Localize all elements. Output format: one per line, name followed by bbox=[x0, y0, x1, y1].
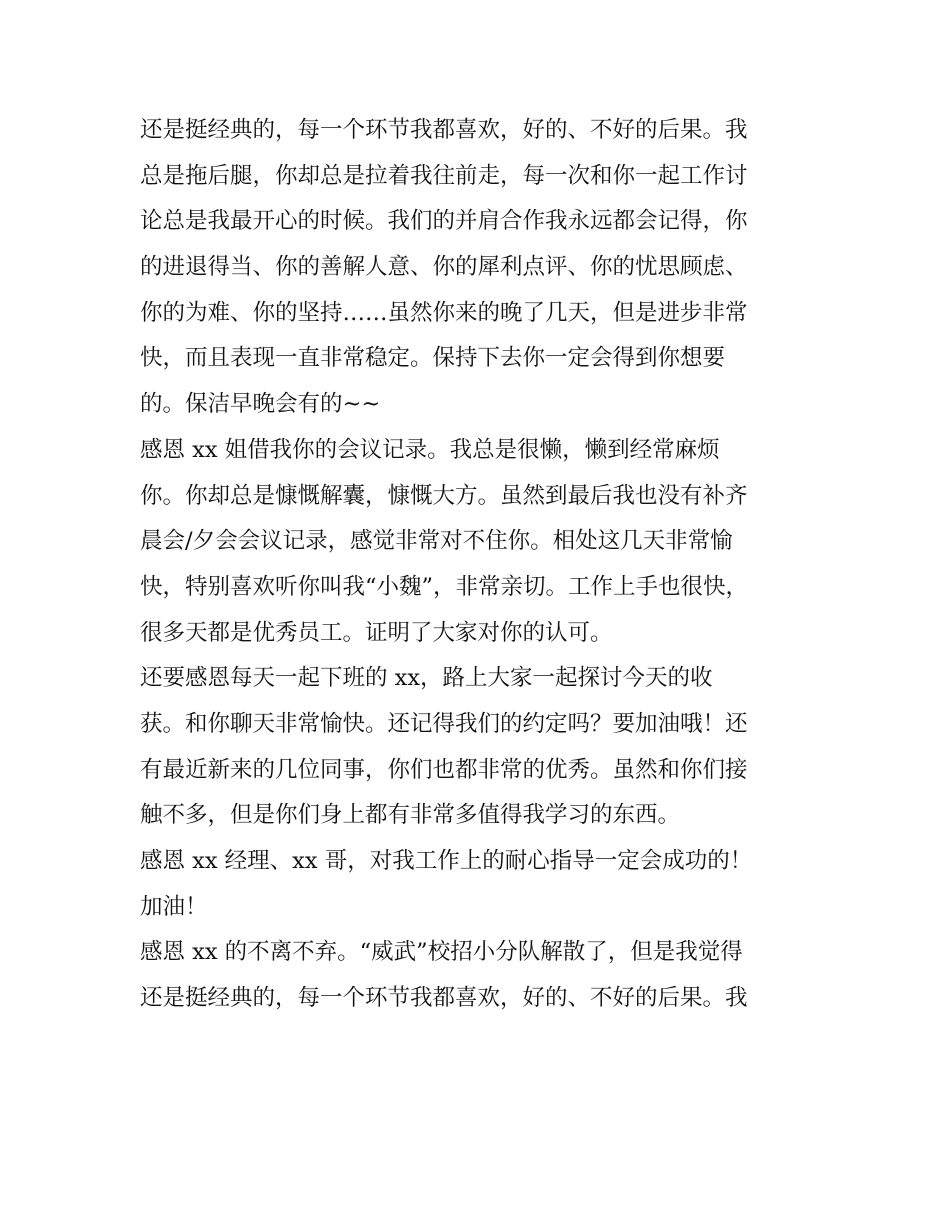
text-line-14: 获。和你聊天非常愉快。还记得我们的约定吗？要加油哦！还 bbox=[140, 710, 748, 737]
text-line-8: 感恩 xx 姐借我你的会议记录。我总是很懒，懒到经常麻烦 bbox=[140, 436, 720, 463]
text-line-10: 晨会/夕会会议记录，感觉非常对不住你。相处这几天非常愉 bbox=[140, 528, 733, 555]
text-line-3: 论总是我最开心的时候。我们的并肩合作我永远都会记得，你 bbox=[140, 208, 748, 235]
text-line-20: 还是挺经典的，每一个环节我都喜欢，好的、不好的后果。我 bbox=[140, 985, 748, 1012]
text-line-18: 加油！ bbox=[140, 893, 208, 920]
text-line-16: 触不多，但是你们身上都有非常多值得我学习的东西。 bbox=[140, 802, 681, 829]
text-line-5: 你的为难、你的坚持……虽然你来的晚了几天，但是进步非常 bbox=[140, 299, 748, 326]
text-line-11: 快，特别喜欢听你叫我“小魏”，非常亲切。工作上手也很快， bbox=[140, 573, 749, 600]
text-line-12: 很多天都是优秀员工。证明了大家对你的认可。 bbox=[140, 619, 613, 646]
text-line-1: 还是挺经典的，每一个环节我都喜欢，好的、不好的后果。我 bbox=[140, 117, 748, 143]
text-line-2: 总是拖后腿，你却总是拉着我往前走，每一次和你一起工作讨 bbox=[140, 162, 748, 189]
text-line-17: 感恩 xx 经理、xx 哥，对我工作上的耐心指导一定会成功的！ bbox=[140, 848, 753, 874]
text-line-13: 还要感恩每天一起下班的 xx，路上大家一起探讨今天的收 bbox=[140, 665, 713, 692]
text-line-9: 你。你却总是慷慨解囊，慷慨大方。虽然到最后我也没有补齐 bbox=[140, 482, 748, 509]
body-text bbox=[140, 108, 820, 1022]
text-line-4: 的进退得当、你的善解人意、你的犀利点评、你的忧思顾虑、 bbox=[140, 254, 748, 281]
text-line-19: 感恩 xx 的不离不弃。“威武”校招小分队解散了，但是我觉得 bbox=[140, 939, 743, 966]
text-line-7: 的。保洁早晚会有的~~ bbox=[140, 391, 381, 418]
text-line-6: 快，而且表现一直非常稳定。保持下去你一定会得到你想要 bbox=[140, 345, 726, 372]
text-line-15: 有最近新来的几位同事，你们也都非常的优秀。虽然和你们接 bbox=[140, 756, 748, 783]
